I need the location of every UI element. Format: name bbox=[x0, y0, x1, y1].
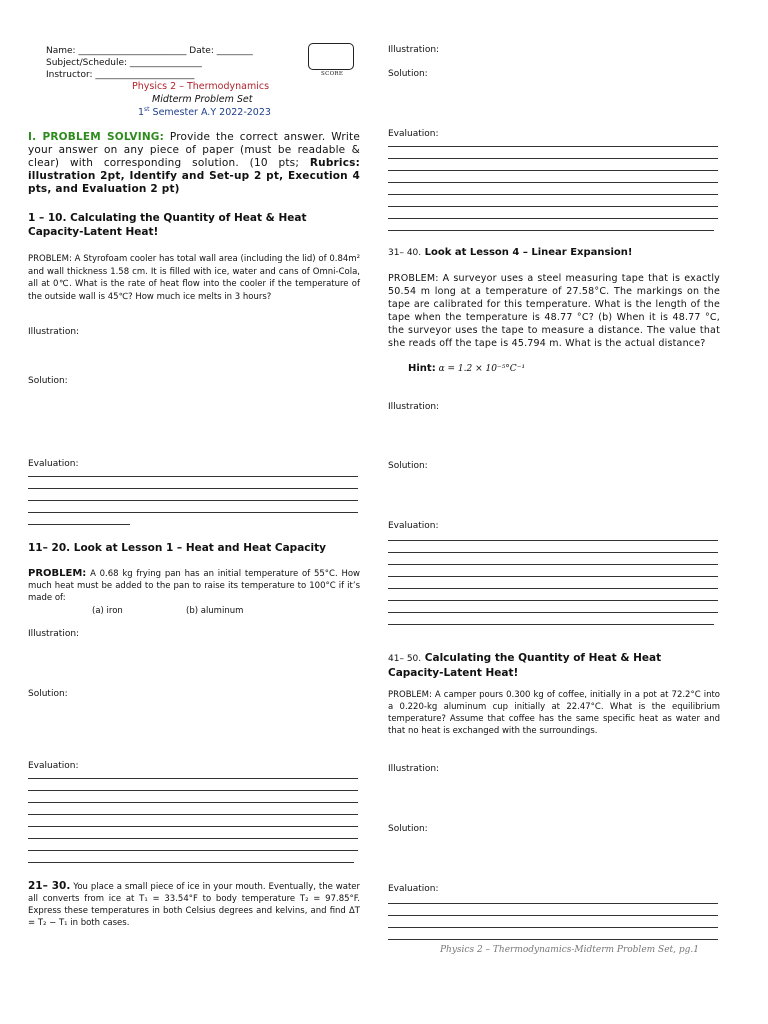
answer-line[interactable] bbox=[28, 488, 358, 489]
answer-line[interactable] bbox=[388, 624, 714, 625]
evaluation-label: Evaluation: bbox=[28, 459, 79, 469]
illustration-label: Illustration: bbox=[388, 402, 440, 412]
evaluation-label: Evaluation: bbox=[388, 521, 439, 531]
answer-line[interactable] bbox=[388, 588, 718, 589]
answer-line[interactable] bbox=[28, 826, 358, 827]
answer-line[interactable] bbox=[388, 158, 718, 159]
semester-label: 1st Semester A.Y 2022-2023 bbox=[138, 105, 271, 118]
illustration-label: Illustration: bbox=[28, 629, 80, 639]
answer-line[interactable] bbox=[388, 218, 718, 219]
illustration-label: Illustration: bbox=[388, 764, 440, 774]
answer-line[interactable] bbox=[388, 576, 718, 577]
answer-line[interactable] bbox=[388, 600, 718, 601]
solution-label: Solution: bbox=[28, 376, 68, 386]
illustration-label: Illustration: bbox=[28, 327, 80, 337]
answer-line[interactable] bbox=[28, 500, 358, 501]
answer-line[interactable] bbox=[388, 194, 718, 195]
evaluation-label: Evaluation: bbox=[388, 884, 439, 894]
score-label: SCORE bbox=[321, 71, 344, 77]
answer-line[interactable] bbox=[28, 814, 358, 815]
answer-line[interactable] bbox=[388, 612, 718, 613]
solution-label: Solution: bbox=[388, 824, 428, 834]
answer-line[interactable] bbox=[388, 182, 718, 183]
subject-field[interactable]: Subject/Schedule: ________________ bbox=[46, 58, 202, 68]
section-3-problem: 21– 30. You place a small piece of ice in your mouth. Eventually, the water all converts from ice at T₁ = 33.54°F to body temperature T₂ = 97.85°F. Express these temperatures in both Celsius degrees and kelvins, and find ΔT = T₂ − T₁ in both cases. bbox=[28, 880, 360, 928]
solution-label: Solution: bbox=[388, 461, 428, 471]
option-b: (b) aluminum bbox=[186, 606, 244, 616]
solution-label: Solution: bbox=[388, 69, 428, 79]
name-date-field[interactable]: Name: ________________________ Date: ________ bbox=[46, 46, 253, 56]
answer-line[interactable] bbox=[28, 790, 358, 791]
section-1-problem: PROBLEM: A Styrofoam cooler has total wall area (including the lid) of 0.84m² and wall thickness 1.58 cm. It is filled with ice, water and cans of Omni-Cola, all at 0℃. What is the rate of heat flow into the cooler if the temperature of the outside wall is 45℃? How much ice melts in 3 hours? bbox=[28, 254, 360, 302]
answer-line[interactable] bbox=[28, 476, 358, 477]
section-2-problem: PROBLEM: A 0.68 kg frying pan has an initial temperature of 55°C. How much heat must be added to the pan to raise its temperature to 100°C if it’s made of: bbox=[28, 568, 360, 603]
answer-line[interactable] bbox=[388, 564, 718, 565]
score-box[interactable] bbox=[308, 43, 354, 70]
answer-line[interactable] bbox=[388, 939, 718, 940]
answer-line[interactable] bbox=[388, 927, 718, 928]
answer-line[interactable] bbox=[28, 862, 354, 863]
answer-line[interactable] bbox=[388, 230, 714, 231]
hint: Hint: α = 1.2 × 10⁻⁵°C⁻¹ bbox=[408, 363, 526, 374]
answer-line[interactable] bbox=[28, 802, 358, 803]
answer-line[interactable] bbox=[28, 512, 358, 513]
evaluation-label: Evaluation: bbox=[388, 129, 439, 139]
answer-line[interactable] bbox=[388, 540, 718, 541]
evaluation-label: Evaluation: bbox=[28, 761, 79, 771]
answer-line[interactable] bbox=[28, 778, 358, 779]
section-2-title: 11– 20. Look at Lesson 1 – Heat and Heat Capacity bbox=[28, 542, 326, 554]
answer-line[interactable] bbox=[388, 170, 718, 171]
instructions: I. PROBLEM SOLVING: Provide the correct answer. Write your answer on any piece of paper (must be readable & clear) with corresponding solution. (10 pts; Rubrics: illustration 2pt, Identify and Set-up 2 pt, Execution 4 pts, and Evaluation 2 pt) bbox=[28, 131, 361, 195]
instructor-field[interactable]: Instructor: ______________________ bbox=[46, 70, 195, 80]
section-4-problem: PROBLEM: A surveyor uses a steel measuring tape that is exactly 50.54 m long at a temperature of 27.58°C. The markings on the tape are calibrated for this temperature. What is the length of the tape when the temperature is 48.77 °C? (b) When it is 48.77 °C, the surveyor uses the tape to measure a distance. The value that she reads off the tape is 45.794 m. What is the actual distance? bbox=[388, 273, 720, 349]
option-a: (a) iron bbox=[92, 606, 123, 616]
solution-label: Solution: bbox=[28, 689, 68, 699]
answer-line[interactable] bbox=[388, 903, 718, 904]
section-5-problem: PROBLEM: A camper pours 0.300 kg of coffee, initially in a pot at 72.2°C into a 0.220-kg aluminum cup initially at 22.47°C. What is the equilibrium temperature? Assume that coffee has the same specific heat as water and that no heat is exchanged with the surroundings. bbox=[388, 690, 720, 736]
page-footer: Physics 2 – Thermodynamics-Midterm Problem Set, pg.1 bbox=[440, 945, 699, 955]
answer-line[interactable] bbox=[28, 524, 130, 525]
answer-line[interactable] bbox=[388, 146, 718, 147]
section-1-title: 1 – 10. Calculating the Quantity of Heat & Heat Capacity-Latent Heat! bbox=[28, 212, 307, 238]
document-subtitle: Midterm Problem Set bbox=[152, 94, 253, 105]
answer-line[interactable] bbox=[388, 552, 718, 553]
answer-line[interactable] bbox=[28, 850, 358, 851]
course-title: Physics 2 – Thermodynamics bbox=[132, 81, 270, 92]
answer-line[interactable] bbox=[388, 915, 718, 916]
answer-line[interactable] bbox=[28, 838, 358, 839]
illustration-label: Illustration: bbox=[388, 45, 440, 55]
answer-line[interactable] bbox=[388, 206, 718, 207]
section-4-title: 31– 40. Look at Lesson 4 – Linear Expansion! bbox=[388, 247, 633, 258]
section-5-title: 41– 50. Calculating the Quantity of Heat & Heat Capacity-Latent Heat! bbox=[388, 652, 662, 679]
